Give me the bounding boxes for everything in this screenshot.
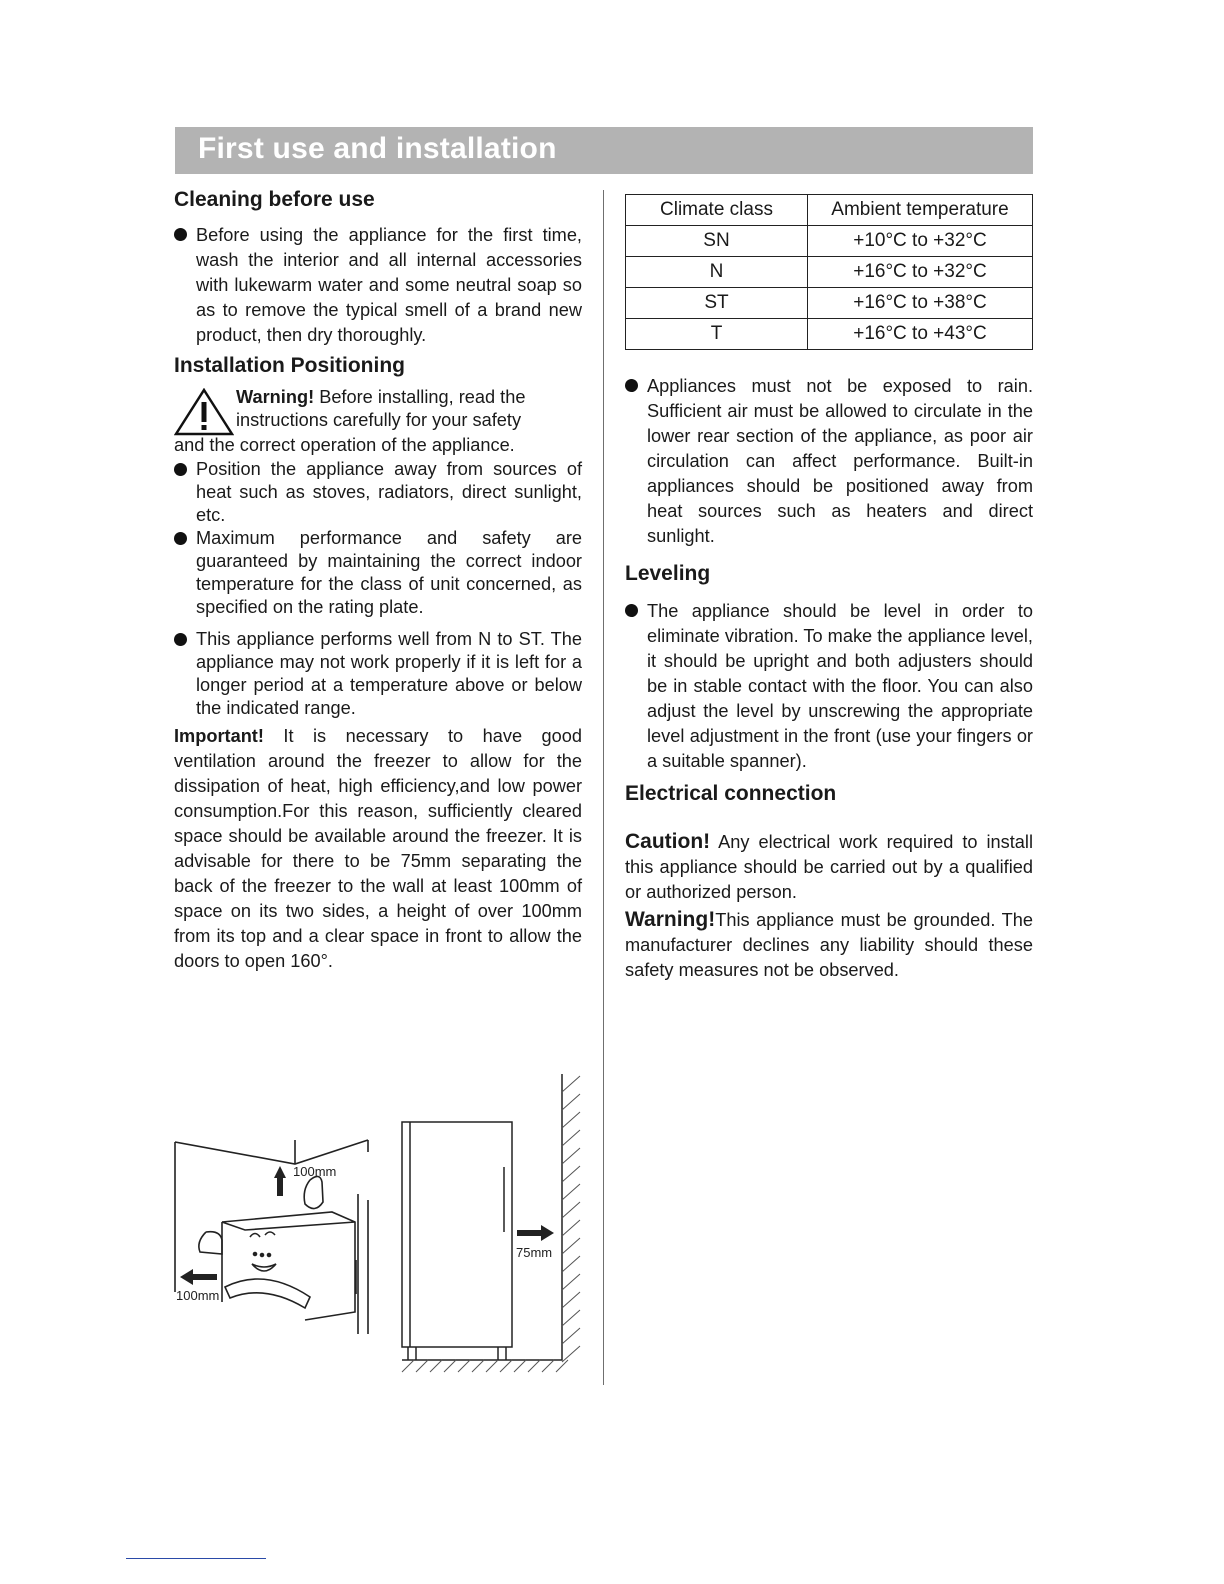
warning-line-2: instructions carefully for your safety xyxy=(236,410,522,430)
table-row xyxy=(626,288,1033,319)
warning-block xyxy=(174,386,582,457)
bullet-dot-icon xyxy=(625,379,638,392)
grounding-warning-label: Warning! xyxy=(625,908,716,931)
table-cell: N xyxy=(626,257,808,288)
leveling-text: The appliance should be level in order to eliminate vibration. To make the appliance level, it should be upright and both adjusters should be in stable contact with the floor. You can also adjust the level by unscrewing the appropriate level adjustment in the front (use your fingers or a suitable spanner). xyxy=(647,601,1033,771)
important-paragraph xyxy=(174,724,582,974)
bullet-dot-icon xyxy=(174,228,187,241)
cleaning-heading: Cleaning before use xyxy=(174,188,375,211)
top-clearance-label: 100mm xyxy=(293,1164,337,1179)
positioning-bullet-2: Maximum performance and safety are guaranteed by maintaining the correct indoor temperature for the class of unit concerned, as specified on the rating plate. xyxy=(196,528,582,617)
list-item xyxy=(174,223,582,348)
warning-line-3: and the correct operation of the appliance. xyxy=(174,435,515,455)
leveling-heading: Leveling xyxy=(625,562,711,585)
ventilation-text: Appliances must not be exposed to rain. Sufficient air must be allowed to circulate in the lower rear section of the appliance, as poor air circulation can affect performance. Built-in appliances should be positioned away from heat sources such as heaters and direct sunlight. xyxy=(647,376,1033,546)
list-item xyxy=(174,458,582,527)
warning-label: Warning! xyxy=(236,387,315,407)
left-column xyxy=(174,188,582,974)
table-cell: SN xyxy=(626,226,808,257)
right-column xyxy=(625,194,1033,983)
bullet-dot-icon xyxy=(174,532,187,545)
table-cell: +10°C to +32°C xyxy=(808,226,1033,257)
climate-table xyxy=(625,194,1033,350)
bullet-dot-icon xyxy=(625,604,638,617)
caution-text: Any electrical work required to install this appliance should be carried out by a qualified or authorized person. xyxy=(625,832,1033,902)
list-item xyxy=(625,599,1033,774)
important-text: It is necessary to have good ventilation around the freezer to allow for the dissipation of heat, high efficiency,and low power consumption.For this reason, sufficiently cleared space should be available around the freezer. It is advisable for there to be 75mm separating the back of the freezer to the wall at least 100mm of space on its two sides, a height of over 100mm from its top and a clear space in front to allow the doors to open 160°. xyxy=(174,726,582,971)
wall-hatching xyxy=(402,1076,580,1372)
cleaning-text: Before using the appliance for the first time, wash the interior and all internal accessories with lukewarm water and some neutral soap so as to remove the typical smell of a brand new product, then dry thoroughly. xyxy=(196,225,582,345)
table-cell: ST xyxy=(626,288,808,319)
list-item xyxy=(625,374,1033,549)
positioning-bullet-3: This appliance performs well from N to ST. The appliance may not work properly if it is left for a longer period at a temperature above or below the indicated range. xyxy=(196,629,582,718)
grounding-warning-paragraph xyxy=(625,907,1033,983)
side-view-illustration xyxy=(402,1074,562,1360)
page-title: First use and installation xyxy=(198,132,557,165)
back-clearance-label: 75mm xyxy=(516,1245,553,1260)
corner-illustration xyxy=(175,1140,368,1334)
clearance-diagram xyxy=(170,1072,590,1382)
table-cell: +16°C to +38°C xyxy=(808,288,1033,319)
caution-label: Caution! xyxy=(625,830,711,853)
list-item xyxy=(174,527,582,619)
table-cell: +16°C to +43°C xyxy=(808,319,1033,350)
table-row xyxy=(626,319,1033,350)
warning-triangle-icon xyxy=(174,388,234,436)
table-header: Ambient temperature xyxy=(808,195,1033,226)
table-cell: T xyxy=(626,319,808,350)
section-banner xyxy=(175,127,1033,174)
electrical-heading: Electrical connection xyxy=(625,782,837,805)
arrow-icon xyxy=(180,1166,554,1285)
bottom-rule xyxy=(126,1558,266,1559)
column-divider xyxy=(603,190,604,1385)
bullet-dot-icon xyxy=(174,463,187,476)
caution-paragraph xyxy=(625,829,1033,905)
side-clearance-label: 100mm xyxy=(176,1288,220,1303)
positioning-heading: Installation Positioning xyxy=(174,354,405,377)
important-label: Important! xyxy=(174,726,264,746)
table-row xyxy=(626,257,1033,288)
list-item xyxy=(174,628,582,720)
table-row xyxy=(626,226,1033,257)
grounding-warning-text: This appliance must be grounded. The manufacturer declines any liability should these safety measures not be observed. xyxy=(625,910,1033,980)
warning-text-1: Before installing, read the xyxy=(319,387,526,407)
positioning-bullet-1: Position the appliance away from sources of heat such as stoves, radiators, direct sunlight, etc. xyxy=(196,459,582,525)
bullet-dot-icon xyxy=(174,633,187,646)
table-header: Climate class xyxy=(626,195,808,226)
table-header-row xyxy=(626,195,1033,226)
warning-line-1 xyxy=(174,386,582,409)
table-cell: +16°C to +32°C xyxy=(808,257,1033,288)
